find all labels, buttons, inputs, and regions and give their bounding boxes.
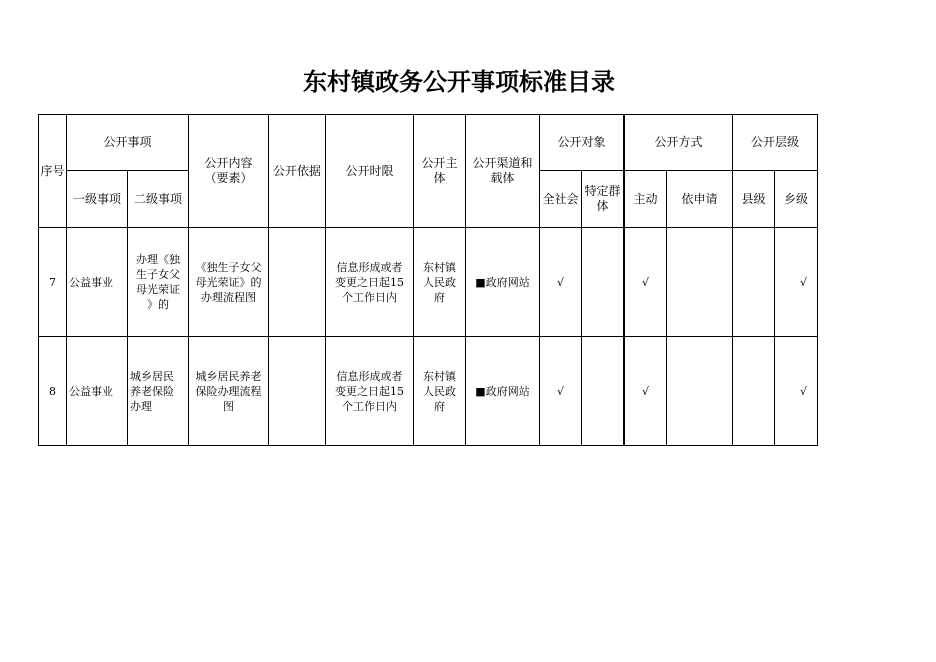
table-row-channel: ■政府网站 bbox=[475, 384, 530, 398]
header-audience-all: 全社会 bbox=[542, 191, 579, 206]
table-row-level2: 城乡居民 养老保险 办理 bbox=[130, 369, 174, 413]
header-audience-specific: 特定群 体 bbox=[584, 184, 621, 213]
header-method: 公开方式 bbox=[654, 135, 703, 149]
header-subject: 公开主 体 bbox=[421, 156, 458, 185]
table-row-level1: 公益事业 bbox=[69, 384, 113, 398]
header-content: 公开内容 （要素） bbox=[204, 156, 253, 185]
header-audience: 公开对象 bbox=[557, 135, 606, 149]
page-title: 东村镇政务公开事项标准目录 bbox=[303, 68, 615, 96]
table-row-method-request bbox=[667, 228, 732, 336]
table-row-basis bbox=[269, 228, 325, 336]
table-row-audience-specific bbox=[582, 337, 623, 445]
table-row-method-request bbox=[667, 337, 732, 445]
table-row-basis bbox=[269, 337, 325, 445]
header-basis: 公开依据 bbox=[272, 163, 321, 178]
header-level2: 二级事项 bbox=[133, 191, 182, 206]
table-row-level2: 办理《独 生子女父 母光荣证 》的 bbox=[136, 253, 180, 311]
table-row-audience-all: √ bbox=[556, 275, 564, 289]
header-items: 公开事项 bbox=[103, 135, 152, 149]
table-row-content: 《独生子女父 母光荣证》的 办理流程图 bbox=[195, 260, 262, 304]
table-border-right bbox=[817, 114, 818, 446]
header-channel: 公开渠道和 载体 bbox=[472, 156, 533, 185]
table-row-seq: 7 bbox=[49, 275, 56, 289]
table-row-method-active: √ bbox=[641, 384, 649, 398]
table-row-content: 城乡居民养老 保险办理流程 图 bbox=[195, 369, 262, 413]
table-row-channel: ■政府网站 bbox=[475, 275, 530, 289]
header-method-active: 主动 bbox=[633, 191, 658, 206]
header-level-town: 乡级 bbox=[783, 191, 808, 206]
table-row-time-limit: 信息形成或者 变更之日起15 个工作日内 bbox=[335, 369, 404, 413]
table-row-audience-all: √ bbox=[556, 384, 564, 398]
table-row-level-county bbox=[733, 337, 774, 445]
table-row-level-town: √ bbox=[799, 384, 807, 398]
header-level: 公开层级 bbox=[750, 135, 799, 149]
header-seq: 序号 bbox=[40, 163, 65, 178]
table-row-subject: 东村镇 人民政 府 bbox=[423, 260, 456, 304]
table-row-level-town: √ bbox=[799, 275, 807, 289]
table-row-method-active: √ bbox=[641, 275, 649, 289]
header-level1: 一级事项 bbox=[72, 191, 121, 206]
table-row-level-county bbox=[733, 228, 774, 336]
table-row-level1: 公益事业 bbox=[69, 275, 113, 289]
table-row-seq: 8 bbox=[49, 384, 56, 398]
table-row-subject: 东村镇 人民政 府 bbox=[423, 369, 456, 413]
header-time-limit: 公开时限 bbox=[345, 163, 394, 178]
table-row-time-limit: 信息形成或者 变更之日起15 个工作日内 bbox=[335, 260, 404, 304]
header-method-request: 依申请 bbox=[681, 191, 718, 206]
header-level-county: 县级 bbox=[741, 191, 766, 206]
table-row-audience-specific bbox=[582, 228, 623, 336]
table-border-bottom bbox=[38, 445, 818, 446]
